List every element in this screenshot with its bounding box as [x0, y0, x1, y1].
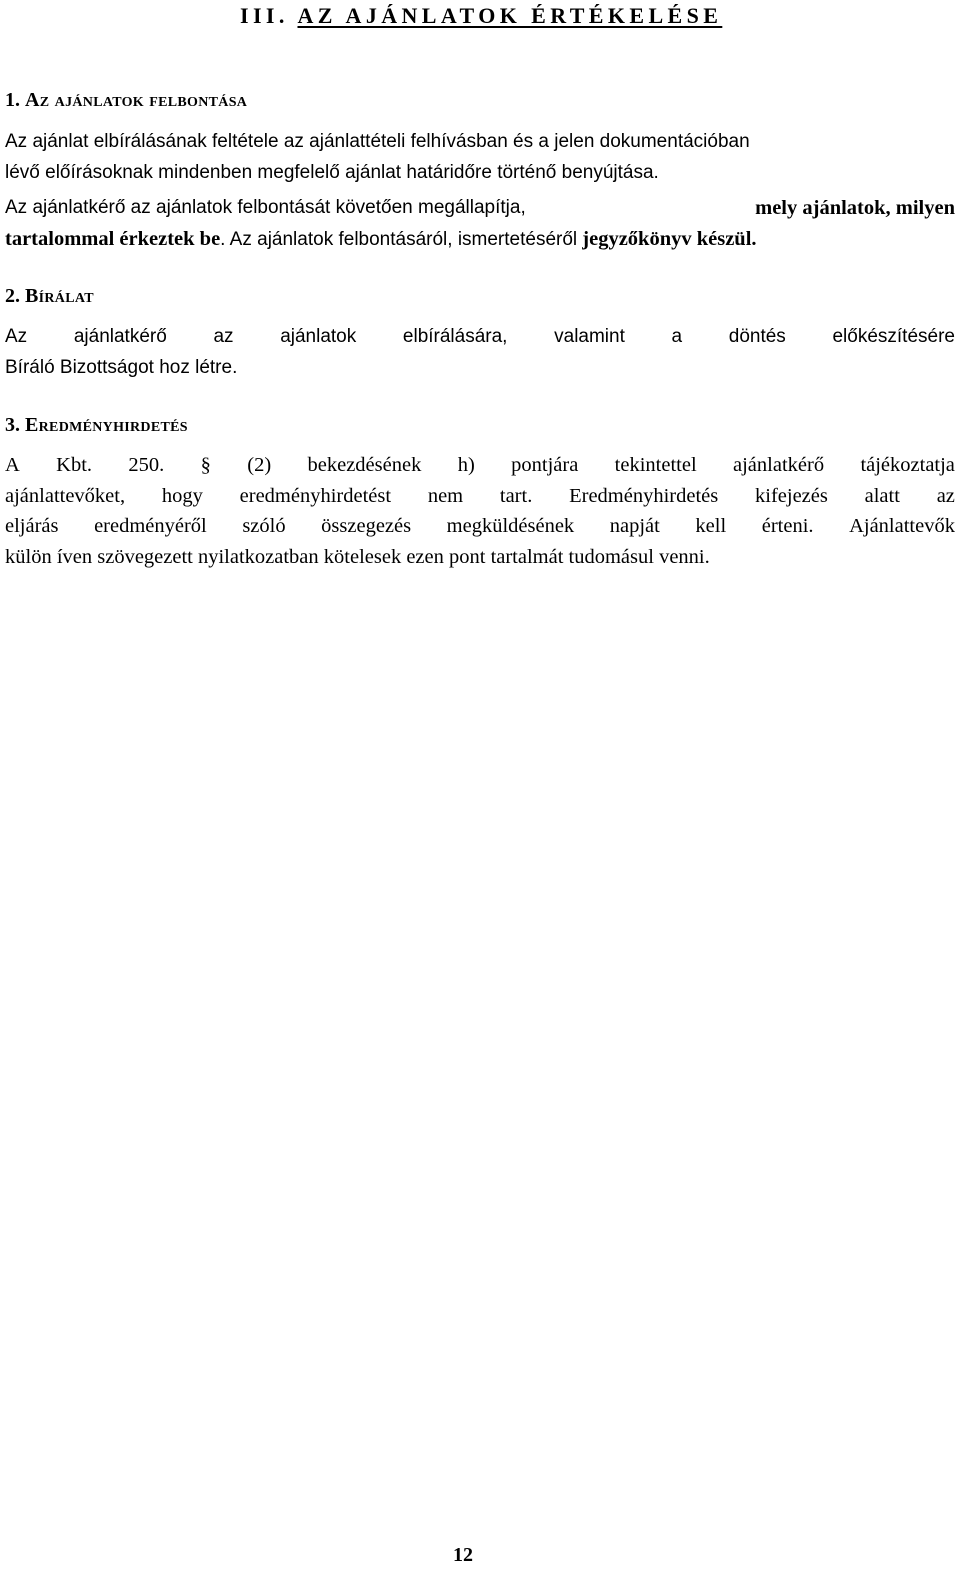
word: tekintettel: [614, 454, 697, 476]
word: az: [936, 484, 955, 507]
word: Az: [5, 326, 28, 347]
word: összegezés: [321, 515, 412, 537]
section-number: 3.: [5, 414, 20, 436]
section-heading-2: [5, 284, 94, 308]
text-line: Az ajánlat elbírálásának feltétele az ajánlattételi felhívásban és a jelen dokumentációban: [5, 131, 750, 152]
word: pontjára: [511, 454, 579, 476]
section-number: 1.: [5, 89, 20, 111]
section-title: Az ajánlatok felbontása: [25, 89, 248, 111]
word: alatt: [864, 484, 900, 507]
text-line: [5, 322, 955, 353]
text-run: . Az ajánlatok felbontásáról, ismertetéséről: [220, 228, 578, 250]
word: h): [457, 454, 475, 476]
word: döntés: [728, 326, 786, 347]
word: eredményhirdetést: [239, 484, 392, 507]
word: 250.: [128, 454, 165, 476]
word: §: [200, 454, 211, 476]
text-line: [5, 224, 955, 256]
paragraph-2-1: [5, 322, 955, 383]
word: Eredményhirdetés: [569, 484, 719, 507]
text-line: [5, 481, 955, 512]
word: A: [5, 454, 20, 476]
text-line: lévő előírásoknak mindenben megfelelő ajánlat határidőre történő benyújtása.: [5, 161, 659, 183]
word: ajánlatkérő: [73, 326, 167, 347]
text-line: Bíráló Bizottságot hoz létre.: [5, 356, 238, 378]
word: ajánlattevőket,: [5, 484, 126, 507]
bold-text-run: tartalommal érkeztek be: [5, 227, 221, 250]
word: (2): [247, 454, 272, 476]
word: Kbt.: [56, 454, 93, 476]
bold-text-run: jegyzőkönyv készül.: [582, 227, 757, 250]
section-title: Eredményhirdetés: [25, 414, 188, 436]
word: érteni.: [761, 515, 814, 537]
chapter-title: [240, 2, 722, 30]
section-heading-3: [5, 413, 188, 437]
word: előkészítésére: [832, 326, 955, 347]
word: kell: [695, 515, 727, 537]
text-line: [5, 450, 955, 481]
word: az: [213, 326, 234, 347]
bold-text-run: mely ajánlatok, milyen: [755, 197, 955, 219]
word: napját: [609, 515, 660, 537]
text-run: Az ajánlatkérő az ajánlatok felbontását követően megállapítja,: [5, 197, 526, 218]
section-title: Bírálat: [25, 285, 94, 307]
word: tart.: [499, 484, 533, 507]
chapter-title-text: AZ AJÁNLATOK ÉRTÉKELÉSE: [297, 3, 723, 28]
word: ajánlatok: [280, 326, 357, 347]
text-line: külön íven szövegezett nyilatkozatban kötelesek ezen pont tartalmát tudomásul venni.: [5, 545, 710, 568]
page-number: 12: [453, 1544, 473, 1566]
word: a: [671, 326, 683, 347]
paragraph-3-1: [5, 450, 955, 572]
word: bekezdésének: [307, 454, 422, 476]
text-line: [5, 511, 955, 542]
section-number: 2.: [5, 285, 20, 307]
word: elbírálására,: [402, 326, 508, 347]
text-line: [5, 193, 955, 224]
word: kifejezés: [755, 484, 828, 507]
paragraph-1-2: [5, 193, 955, 255]
word: szóló: [242, 515, 286, 537]
word: ajánlatkérő: [733, 454, 825, 476]
section-heading-1: [5, 88, 247, 112]
word: hogy: [161, 484, 203, 507]
word: tájékoztatja: [860, 454, 955, 476]
paragraph-1-1: [5, 127, 955, 188]
word: eljárás: [5, 515, 59, 537]
word: valamint: [554, 326, 625, 347]
word: Ajánlattevők: [849, 515, 955, 537]
word: megküldésének: [446, 515, 575, 537]
word: eredményéről: [94, 515, 207, 537]
word: nem: [427, 484, 464, 507]
chapter-number: III.: [240, 3, 289, 28]
